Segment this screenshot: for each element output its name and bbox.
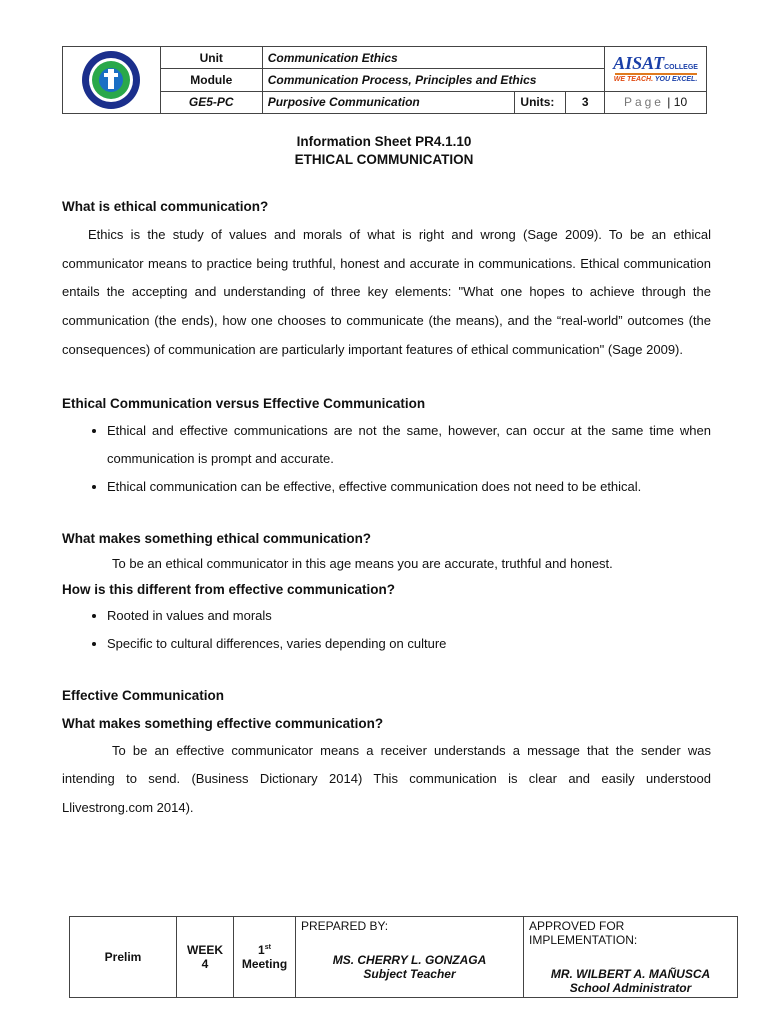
- week-label: WEEK: [187, 943, 223, 957]
- title-line-1: Information Sheet PR4.1.10: [296, 134, 472, 149]
- section-heading: How is this different from effective communication?: [62, 581, 396, 597]
- week-cell: [177, 917, 234, 998]
- course-code: GE5-PC: [160, 91, 262, 113]
- module-label: Module: [160, 69, 262, 91]
- section-heading: What makes something ethical communication?: [62, 530, 372, 546]
- course-title: Purposive Communication: [262, 91, 515, 113]
- prepared-label: PREPARED BY:: [301, 919, 389, 933]
- term-cell: Prelim: [70, 917, 177, 998]
- title-line-2: ETHICAL COMMUNICATION: [294, 152, 474, 167]
- meeting-label: Meeting: [241, 957, 288, 971]
- bullet-list: [62, 417, 711, 502]
- approved-label: APPROVED FOR IMPLEMENTATION:: [529, 919, 638, 947]
- approved-by-cell: [524, 917, 738, 998]
- school-seal-icon: [78, 49, 144, 111]
- page-indicator: Page | 10: [605, 91, 707, 113]
- meeting-cell: [234, 917, 296, 998]
- footer-table: [69, 916, 738, 998]
- week-number: 4: [201, 957, 209, 971]
- section-heading: What makes something effective communication?: [62, 715, 384, 731]
- paragraph: To be an effective communicator means a receiver understands a message that the sender was intending to send. (Business Dictionary 2014) This communication is clear and easily understood Llivestrong.com 2014).: [62, 742, 711, 815]
- paragraph: Ethics is the study of values and morals of what is right and wrong (Sage 2009). To be an ethical communicator means to practice being truthful, honest and accurate in communications. Ethical communication entails the accepting and understanding of three key elements: "What one hopes to achieve through the communication (the ends), how one chooses to communicate (the means), and the “real-world” outcomes (the consequences) of communication are particularly important features of ethical communication" (Sage 2009).: [62, 227, 711, 357]
- units-label: Units:: [515, 91, 566, 113]
- brand-tagline: WE TEACH. YOU EXCEL.: [613, 76, 698, 84]
- module-value: Communication Process, Principles and Ethics: [262, 69, 604, 91]
- brand-name: AISATCOLLEGE: [613, 53, 698, 74]
- section-heading: Ethical Communication versus Effective Communication: [62, 395, 426, 411]
- section-heading: Effective Communication: [62, 687, 225, 703]
- unit-value: Communication Ethics: [262, 47, 604, 69]
- approved-name: MR. WILBERT A. MAÑUSCA: [550, 967, 711, 981]
- header-table: [62, 46, 707, 114]
- brand-logo: [605, 47, 707, 92]
- document-title: [0, 133, 768, 169]
- unit-label: Unit: [160, 47, 262, 69]
- list-item: • Rooted in values and morals: [107, 602, 711, 630]
- meeting-number: 1st: [258, 943, 271, 957]
- list-item: • Specific to cultural differences, varies depending on culture: [107, 630, 711, 658]
- prepared-name: MS. CHERRY L. GONZAGA: [332, 953, 487, 967]
- list-item: • Ethical and effective communications are not the same, however, can occur at the same time when communication is prompt and accurate.: [107, 417, 711, 474]
- section-heading: What is ethical communication?: [62, 199, 269, 214]
- list-item: • Ethical communication can be effective, effective communication does not need to be ethical.: [107, 473, 711, 501]
- prepared-by-cell: [296, 917, 524, 998]
- document-body: [62, 196, 711, 823]
- approved-role: School Administrator: [569, 981, 692, 995]
- school-seal-cell: [63, 47, 161, 114]
- prepared-role: Subject Teacher: [363, 967, 456, 981]
- units-value: 3: [566, 91, 605, 113]
- bullet-list: [62, 602, 711, 659]
- paragraph: To be an ethical communicator in this age means you are accurate, truthful and honest.: [112, 555, 613, 571]
